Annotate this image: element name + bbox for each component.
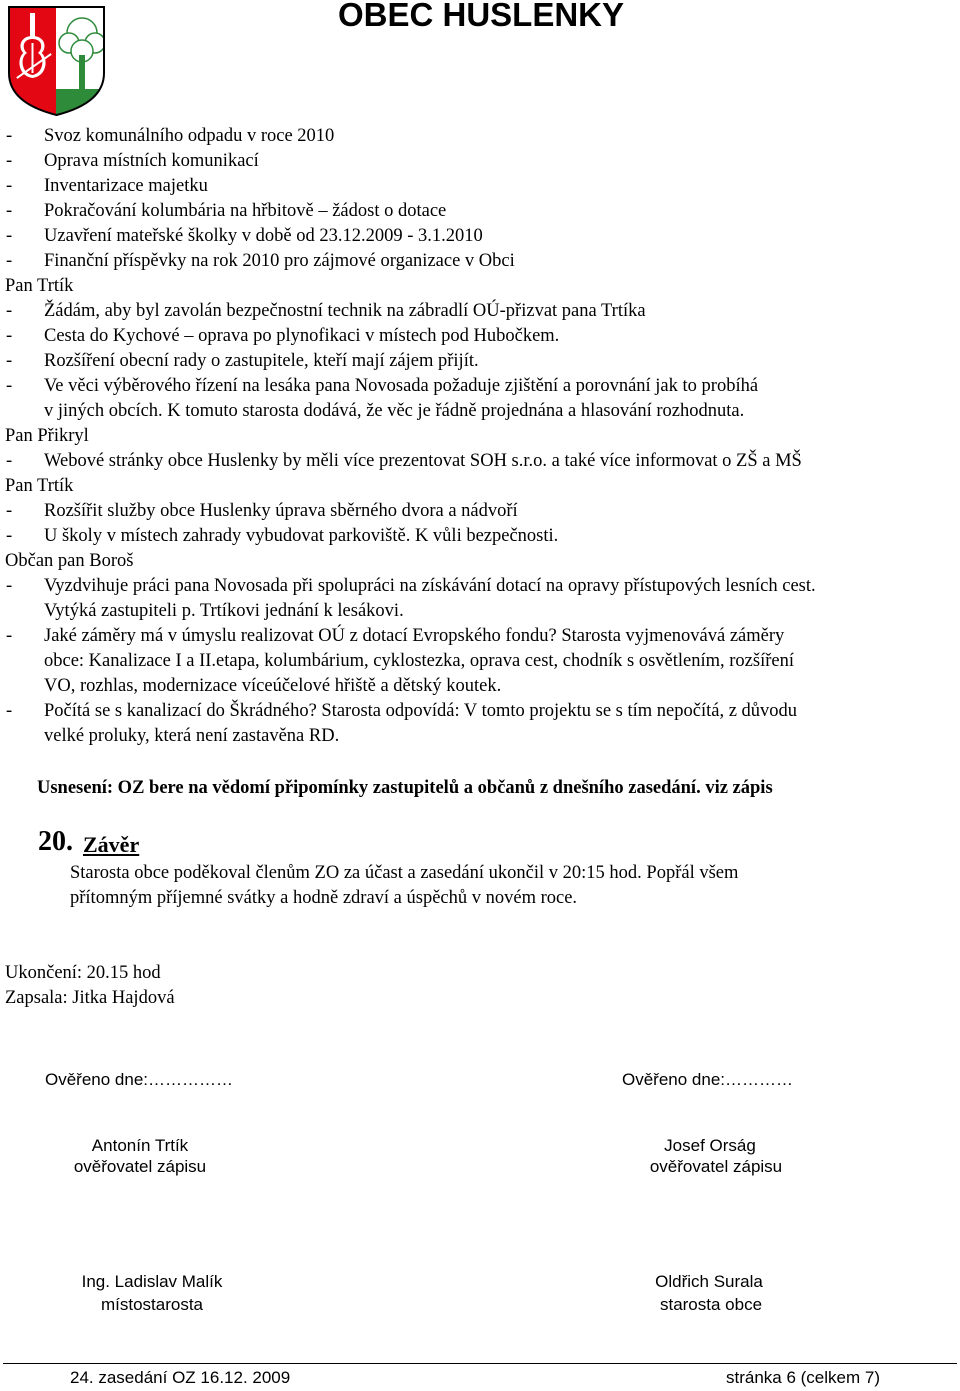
bullet-dash: -: [6, 151, 13, 171]
list-item: Cesta do Kychové – oprava po plynofikaci v místech pod Hubočkem.: [44, 326, 560, 346]
page-title: OBEC HUSLENKY: [338, 0, 625, 33]
deputy-role: místostarosta: [100, 1295, 204, 1314]
section-text-line-1: Starosta obce poděkoval členům ZO za účast a zasedání ukončil v 20:15 hod. Popřál všem: [70, 863, 739, 883]
list-item: Žádám, aby byl zavolán bezpečnostní technik na zábradlí OÚ-přizvat pana Trtíka: [44, 301, 646, 321]
bullet-dash: -: [6, 576, 13, 596]
list-item: Pokračování kolumbária na hřbitově – žádost o dotace: [44, 201, 447, 221]
bullet-dash: -: [6, 701, 13, 721]
verifier1-name: Antonín Trtík: [91, 1136, 189, 1155]
list-item: Uzavření mateřské školky v době od 23.12.2009 - 3.1.2010: [44, 226, 483, 246]
bullet-dash: -: [6, 201, 13, 221]
mayor-name: Oldřich Surala: [655, 1272, 763, 1291]
bullet-dash: -: [6, 626, 13, 646]
bullet-dash: -: [6, 501, 13, 521]
footer-divider: [3, 1363, 957, 1364]
list-item: U školy v místech zahrady vybudovat parkoviště. K vůli bezpečnosti.: [44, 526, 559, 546]
bullet-dash: -: [6, 251, 13, 271]
list-item: Svoz komunálního odpadu v roce 2010: [44, 126, 335, 146]
footer-page-number: stránka 6 (celkem 7): [726, 1368, 880, 1387]
list-item: Rozšíření obecní rady o zastupitele, kteří mají zájem přijít.: [44, 351, 479, 371]
speaker-name: Pan Trtík: [5, 276, 74, 296]
list-item: Webové stránky obce Huslenky by měli více prezentovat SOH s.r.o. a také více informovat o ZŠ a MŠ: [44, 451, 802, 471]
verifier2-name: Josef Orság: [664, 1136, 756, 1155]
list-item: Vyzdvihuje práci pana Novosada při spolupráci na získávání dotací na opravy přístupových lesních cest.: [44, 576, 816, 596]
list-item: Rozšířit služby obce Huslenky úprava sběrného dvora a nádvoří: [44, 501, 518, 521]
verified-date-right: Ověřeno dne:…………: [622, 1070, 794, 1089]
bullet-dash: -: [6, 351, 13, 371]
list-item: Oprava místních komunikací: [44, 151, 259, 171]
speaker-name: Pan Přikryl: [5, 426, 89, 446]
bullet-dash: -: [6, 526, 13, 546]
village-coat-of-arms-icon: [5, 3, 108, 118]
verifier2-role: ověřovatel zápisu: [649, 1157, 783, 1176]
section-number: 20.: [38, 826, 73, 857]
list-item: Počítá se s kanalizací do Škrádného? Starosta odpovídá: V tomto projektu se s tím nepočítá, z důvodu: [44, 701, 798, 721]
section-text-line-2: přítomným příjemné svátky a hodně zdraví a úspěchů v novém roce.: [70, 888, 578, 908]
speaker-name: Pan Trtík: [5, 476, 74, 496]
speaker-name: Občan pan Boroš: [5, 551, 134, 571]
end-time: Ukončení: 20.15 hod: [5, 963, 161, 983]
mayor-role: starosta obce: [659, 1295, 763, 1314]
deputy-name: Ing. Ladislav Malík: [81, 1272, 223, 1291]
list-item: v jiných obcích. K tomuto starosta dodává, že věc je řádně projednána a hlasování rozhodnuta.: [44, 401, 745, 421]
resolution: Usnesení: OZ bere na vědomí připomínky zastupitelů a občanů z dnešního zasedání. viz zápis: [37, 778, 773, 798]
recorder: Zapsala: Jitka Hajdová: [5, 988, 175, 1008]
list-item: Ve věci výběrového řízení na lesáka pana Novosada požaduje zjištění a porovnání jak to probíhá: [44, 376, 759, 396]
list-item: obce: Kanalizace I a II.etapa, kolumbárium, cyklostezka, oprava cest, chodník s osvětlením, rozšíření: [44, 651, 794, 671]
verified-date-left: Ověřeno dne:……………: [45, 1070, 234, 1089]
list-item: Vytýká zastupiteli p. Trtíkovi jednání k lesákovi.: [44, 601, 404, 621]
verifier1-role: ověřovatel zápisu: [73, 1157, 207, 1176]
bullet-dash: -: [6, 301, 13, 321]
list-item: Inventarizace majetku: [44, 176, 208, 196]
footer-meeting: 24. zasedání OZ 16.12. 2009: [70, 1368, 291, 1387]
bullet-dash: -: [6, 226, 13, 246]
list-item: Finanční příspěvky na rok 2010 pro zájmové organizace v Obci: [44, 251, 515, 271]
list-item: Jaké záměry má v úmyslu realizovat OÚ z dotací Evropského fondu? Starosta vyjmenovává záměry: [44, 626, 785, 646]
bullet-dash: -: [6, 176, 13, 196]
list-item: VO, rozhlas, modernizace víceúčelové hřiště a dětský koutek.: [44, 676, 502, 696]
bullet-dash: -: [6, 126, 13, 146]
bullet-dash: -: [6, 376, 13, 396]
section-title: Závěr: [83, 832, 140, 857]
bullet-dash: -: [6, 451, 13, 471]
list-item: velké proluky, která není zastavěna RD.: [44, 726, 340, 746]
bullet-dash: -: [6, 326, 13, 346]
